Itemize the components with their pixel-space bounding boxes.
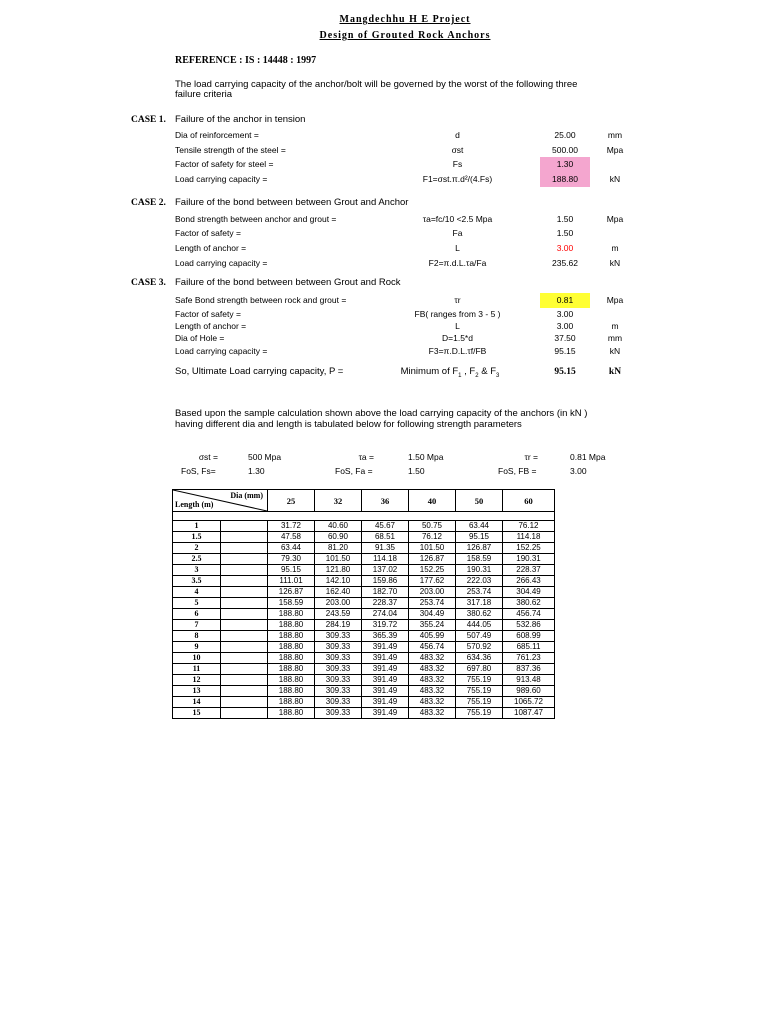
dia-header: Dia (mm)	[230, 491, 263, 500]
case1-row-value: 1.30	[540, 157, 590, 172]
row-blank-cell	[221, 653, 268, 664]
case3-row-unit: mm	[607, 333, 623, 343]
capacity-cell: 608.99	[503, 631, 555, 642]
capacity-table	[172, 489, 555, 719]
table-row	[173, 587, 555, 598]
ultimate-unit: kN	[608, 367, 622, 377]
intro-line-1: The load carrying capacity of the anchor/bolt will be governed by the worst of the following three	[175, 79, 578, 90]
case2-row-formula: F2=π.d.L.τa/Fa	[428, 258, 487, 268]
capacity-cell: 40.60	[315, 521, 362, 532]
para2-line-1: Based upon the sample calculation shown above the load carrying capacity of the anchors (in kN )	[175, 408, 588, 419]
param-fb-value: 3.00	[570, 466, 587, 476]
row-length: 13	[173, 686, 221, 697]
capacity-cell: 444.05	[456, 620, 503, 631]
capacity-cell: 188.80	[268, 631, 315, 642]
param-fs-label: FoS, Fs=	[181, 466, 216, 476]
table-row	[173, 642, 555, 653]
table-row	[173, 609, 555, 620]
capacity-table-body	[173, 490, 555, 719]
case3-heading: Failure of the bond between between Grout and Rock	[175, 277, 401, 288]
param-sst-value: 500 Mpa	[248, 452, 282, 462]
param-fs-value: 1.30	[248, 466, 265, 476]
case2-heading: Failure of the bond between between Grout and Anchor	[175, 197, 409, 208]
case3-row-value: 95.15	[554, 346, 576, 356]
case2-label: CASE 2.	[131, 198, 166, 208]
capacity-cell: 456.74	[503, 609, 555, 620]
capacity-cell: 989.60	[503, 686, 555, 697]
param-fa-value: 1.50	[408, 466, 425, 476]
row-length: 6	[173, 609, 221, 620]
case1-row-desc: Tensile strength of the steel =	[175, 145, 286, 155]
table-row	[173, 708, 555, 719]
case1-row-value: 188.80	[540, 172, 590, 187]
case3-row-desc: Load carrying capacity =	[175, 346, 268, 356]
document-subtitle: Design of Grouted Rock Anchors	[319, 30, 491, 41]
capacity-cell: 755.19	[456, 697, 503, 708]
capacity-cell: 159.86	[362, 576, 409, 587]
capacity-cell: 365.39	[362, 631, 409, 642]
capacity-cell: 95.15	[456, 532, 503, 543]
capacity-cell: 697.80	[456, 664, 503, 675]
row-blank-cell	[221, 543, 268, 554]
row-length: 2	[173, 543, 221, 554]
capacity-cell: 761.23	[503, 653, 555, 664]
capacity-cell: 253.74	[456, 587, 503, 598]
case3-row-desc: Factor of safety =	[175, 309, 241, 319]
case1-row-value: 25.00	[554, 130, 576, 140]
case1-row-formula: F1=σst.π.d²/(4.Fs)	[422, 174, 493, 184]
row-blank-cell	[221, 642, 268, 653]
capacity-cell: 309.33	[315, 697, 362, 708]
table-header-row	[173, 490, 555, 512]
capacity-cell: 483.32	[409, 708, 456, 719]
table-row	[173, 631, 555, 642]
capacity-cell: 309.33	[315, 642, 362, 653]
case3-row-unit: kN	[609, 346, 621, 356]
capacity-cell: 188.80	[268, 609, 315, 620]
capacity-cell: 91.35	[362, 543, 409, 554]
capacity-cell: 483.32	[409, 675, 456, 686]
table-row	[173, 554, 555, 565]
table-row	[173, 653, 555, 664]
capacity-cell: 162.40	[315, 587, 362, 598]
dia-col-40: 40	[409, 490, 456, 512]
case1-row-unit: kN	[609, 174, 621, 184]
capacity-cell: 76.12	[503, 521, 555, 532]
case1-heading: Failure of the anchor in tension	[175, 114, 306, 125]
capacity-cell: 391.49	[362, 708, 409, 719]
case2-row-desc: Length of anchor =	[175, 243, 247, 253]
capacity-cell: 126.87	[268, 587, 315, 598]
capacity-cell: 391.49	[362, 686, 409, 697]
table-row	[173, 620, 555, 631]
capacity-cell: 152.25	[503, 543, 555, 554]
capacity-cell: 309.33	[315, 653, 362, 664]
row-length: 3.5	[173, 576, 221, 587]
dia-col-60: 60	[503, 490, 555, 512]
case1-row-value: 500.00	[552, 145, 578, 155]
dia-col-32: 32	[315, 490, 362, 512]
capacity-cell: 60.90	[315, 532, 362, 543]
case2-row-value: 1.50	[556, 228, 574, 238]
case2-row-value: 1.50	[556, 214, 574, 224]
capacity-cell: 188.80	[268, 620, 315, 631]
capacity-cell: 913.48	[503, 675, 555, 686]
capacity-cell: 380.62	[456, 609, 503, 620]
param-fa-label: FoS, Fa =	[335, 466, 373, 476]
row-length: 10	[173, 653, 221, 664]
capacity-cell: 114.18	[362, 554, 409, 565]
row-length: 8	[173, 631, 221, 642]
row-blank-cell	[221, 609, 268, 620]
capacity-cell: 188.80	[268, 642, 315, 653]
capacity-cell: 121.80	[315, 565, 362, 576]
case2-row-unit: m	[611, 243, 619, 253]
capacity-cell: 68.51	[362, 532, 409, 543]
table-row	[173, 565, 555, 576]
case3-row-formula: L	[455, 321, 460, 331]
case3-row-value: 37.50	[554, 333, 576, 343]
ultimate-desc: So, Ultimate Load carrying capacity, P =	[175, 366, 344, 377]
ultimate-value: 95.15	[554, 367, 576, 377]
capacity-cell: 319.72	[362, 620, 409, 631]
capacity-cell: 243.59	[315, 609, 362, 620]
capacity-cell: 405.99	[409, 631, 456, 642]
dia-col-50: 50	[456, 490, 503, 512]
case1-row-formula: Fs	[452, 159, 463, 169]
capacity-cell: 304.49	[409, 609, 456, 620]
capacity-cell: 188.80	[268, 708, 315, 719]
case2-row-formula: Fa	[452, 228, 463, 238]
case3-row-formula: τr	[454, 295, 461, 305]
row-blank-cell	[221, 521, 268, 532]
dia-col-25: 25	[268, 490, 315, 512]
param-ta-value: 1.50 Mpa	[408, 452, 444, 462]
capacity-cell: 188.80	[268, 664, 315, 675]
case3-row-desc: Dia of Hole =	[175, 333, 225, 343]
capacity-cell: 190.31	[503, 554, 555, 565]
case2-row-unit: Mpa	[606, 214, 624, 224]
row-length: 5	[173, 598, 221, 609]
case2-row-desc: Load carrying capacity =	[175, 258, 268, 268]
table-row	[173, 697, 555, 708]
case2-row-formula: τa=fc/10 <2.5 Mpa	[422, 214, 493, 224]
case3-row-value: 3.00	[556, 309, 574, 319]
capacity-cell: 188.80	[268, 697, 315, 708]
case3-row-unit: Mpa	[606, 295, 624, 305]
row-blank-cell	[221, 675, 268, 686]
capacity-cell: 111.01	[268, 576, 315, 587]
case1-row-formula: d	[455, 130, 460, 140]
table-row	[173, 576, 555, 587]
capacity-cell: 188.80	[268, 686, 315, 697]
table-row	[173, 543, 555, 554]
case1-row-desc: Dia of reinforcement =	[175, 130, 259, 140]
table-row	[173, 521, 555, 532]
capacity-cell: 158.59	[268, 598, 315, 609]
capacity-cell: 203.00	[315, 598, 362, 609]
capacity-cell: 570.92	[456, 642, 503, 653]
case2-row-unit: kN	[609, 258, 621, 268]
case3-row-desc: Length of anchor =	[175, 321, 247, 331]
capacity-cell: 391.49	[362, 642, 409, 653]
row-length: 12	[173, 675, 221, 686]
param-ta-label: τa =	[358, 452, 374, 462]
row-length: 15	[173, 708, 221, 719]
case2-row-value: 235.62	[552, 258, 578, 268]
row-blank-cell	[221, 697, 268, 708]
case3-row-formula: D=1.5*d	[442, 333, 473, 343]
capacity-cell: 101.50	[315, 554, 362, 565]
capacity-cell: 483.32	[409, 653, 456, 664]
row-length: 1.5	[173, 532, 221, 543]
capacity-cell: 188.80	[268, 675, 315, 686]
capacity-cell: 304.49	[503, 587, 555, 598]
capacity-cell: 137.02	[362, 565, 409, 576]
case3-row-formula: F3=π.D.L.τf/FB	[428, 346, 487, 356]
row-blank-cell	[221, 576, 268, 587]
param-sst-label: σst =	[198, 452, 218, 462]
case1-label: CASE 1.	[131, 115, 166, 125]
row-blank-cell	[221, 620, 268, 631]
case3-row-value: 0.81	[540, 293, 590, 308]
row-blank-cell	[221, 598, 268, 609]
case1-row-desc: Load carrying capacity =	[175, 174, 268, 184]
document-title: Mangdechhu H E Project	[339, 14, 471, 25]
capacity-cell: 274.04	[362, 609, 409, 620]
case1-row-formula: σst	[451, 145, 464, 155]
capacity-cell: 483.32	[409, 697, 456, 708]
row-length: 7	[173, 620, 221, 631]
capacity-cell: 355.24	[409, 620, 456, 631]
capacity-cell: 81.20	[315, 543, 362, 554]
capacity-cell: 1087.47	[503, 708, 555, 719]
capacity-cell: 1065.72	[503, 697, 555, 708]
table-row	[173, 664, 555, 675]
row-blank-cell	[221, 565, 268, 576]
dia-col-36: 36	[362, 490, 409, 512]
row-blank-cell	[221, 532, 268, 543]
row-blank-cell	[221, 664, 268, 675]
capacity-cell: 182.70	[362, 587, 409, 598]
capacity-cell: 309.33	[315, 675, 362, 686]
capacity-cell: 50.75	[409, 521, 456, 532]
capacity-cell: 190.31	[456, 565, 503, 576]
param-fb-label: FoS, FB =	[498, 466, 537, 476]
row-blank-cell	[221, 587, 268, 598]
case1-row-unit: mm	[607, 130, 623, 140]
capacity-cell: 126.87	[456, 543, 503, 554]
capacity-cell: 114.18	[503, 532, 555, 543]
table-row	[173, 598, 555, 609]
capacity-cell: 634.36	[456, 653, 503, 664]
capacity-cell: 188.80	[268, 653, 315, 664]
length-header: Length (m)	[175, 500, 214, 509]
capacity-cell: 152.25	[409, 565, 456, 576]
capacity-cell: 317.18	[456, 598, 503, 609]
row-length: 3	[173, 565, 221, 576]
capacity-cell: 755.19	[456, 675, 503, 686]
capacity-cell: 126.87	[409, 554, 456, 565]
capacity-cell: 284.19	[315, 620, 362, 631]
capacity-cell: 222.03	[456, 576, 503, 587]
param-tr-value: 0.81 Mpa	[570, 452, 606, 462]
capacity-cell: 483.32	[409, 686, 456, 697]
capacity-cell: 309.33	[315, 631, 362, 642]
capacity-cell: 309.33	[315, 708, 362, 719]
ultimate-formula: Minimum of $F_1$ , $F_2$ & $F_3$	[400, 366, 500, 379]
capacity-cell: 253.74	[409, 598, 456, 609]
capacity-cell: 228.37	[362, 598, 409, 609]
row-blank-cell	[221, 554, 268, 565]
capacity-cell: 685.11	[503, 642, 555, 653]
table-row	[173, 686, 555, 697]
capacity-cell: 76.12	[409, 532, 456, 543]
capacity-cell: 203.00	[409, 587, 456, 598]
case2-row-formula: L	[455, 243, 460, 253]
capacity-cell: 456.74	[409, 642, 456, 653]
capacity-cell: 391.49	[362, 697, 409, 708]
capacity-cell: 79.30	[268, 554, 315, 565]
table-spacer-row	[173, 512, 555, 521]
capacity-cell: 158.59	[456, 554, 503, 565]
capacity-cell: 95.15	[268, 565, 315, 576]
capacity-cell: 142.10	[315, 576, 362, 587]
row-blank-cell	[221, 686, 268, 697]
capacity-cell: 391.49	[362, 664, 409, 675]
capacity-cell: 101.50	[409, 543, 456, 554]
case3-row-value: 3.00	[556, 321, 574, 331]
row-length: 1	[173, 521, 221, 532]
capacity-cell: 391.49	[362, 653, 409, 664]
row-length: 9	[173, 642, 221, 653]
capacity-cell: 755.19	[456, 686, 503, 697]
case1-row-desc: Factor of safety for steel =	[175, 159, 274, 169]
capacity-cell: 755.19	[456, 708, 503, 719]
table-corner-header	[173, 490, 268, 512]
case2-row-desc: Bond strength between anchor and grout =	[175, 214, 337, 224]
reference-line: REFERENCE : IS : 14448 : 1997	[175, 55, 317, 66]
row-blank-cell	[221, 631, 268, 642]
row-blank-cell	[221, 708, 268, 719]
capacity-cell: 47.58	[268, 532, 315, 543]
intro-line-2: failure criteria	[175, 89, 233, 100]
capacity-cell: 31.72	[268, 521, 315, 532]
capacity-cell: 266.43	[503, 576, 555, 587]
row-length: 4	[173, 587, 221, 598]
case3-row-formula: FB( ranges from 3 - 5 )	[414, 309, 501, 319]
capacity-cell: 228.37	[503, 565, 555, 576]
case3-label: CASE 3.	[131, 278, 166, 288]
case3-row-desc: Safe Bond strength between rock and grout =	[175, 295, 347, 305]
capacity-cell: 507.49	[456, 631, 503, 642]
capacity-cell: 309.33	[315, 664, 362, 675]
case2-row-desc: Factor of safety =	[175, 228, 241, 238]
capacity-cell: 309.33	[315, 686, 362, 697]
para2-line-2: having different dia and length is tabulated below for following strength parameters	[175, 419, 522, 430]
capacity-cell: 391.49	[362, 675, 409, 686]
param-tr-label: τr =	[524, 452, 538, 462]
capacity-cell: 837.36	[503, 664, 555, 675]
case2-row-value: 3.00	[556, 243, 574, 253]
case3-row-unit: m	[611, 321, 619, 331]
capacity-cell: 45.67	[362, 521, 409, 532]
row-length: 14	[173, 697, 221, 708]
capacity-cell: 380.62	[503, 598, 555, 609]
table-row	[173, 532, 555, 543]
row-length: 11	[173, 664, 221, 675]
case1-row-unit: Mpa	[606, 145, 624, 155]
capacity-cell: 63.44	[456, 521, 503, 532]
capacity-cell: 532.86	[503, 620, 555, 631]
capacity-cell: 483.32	[409, 664, 456, 675]
table-row	[173, 675, 555, 686]
row-length: 2.5	[173, 554, 221, 565]
capacity-cell: 63.44	[268, 543, 315, 554]
capacity-cell: 177.62	[409, 576, 456, 587]
